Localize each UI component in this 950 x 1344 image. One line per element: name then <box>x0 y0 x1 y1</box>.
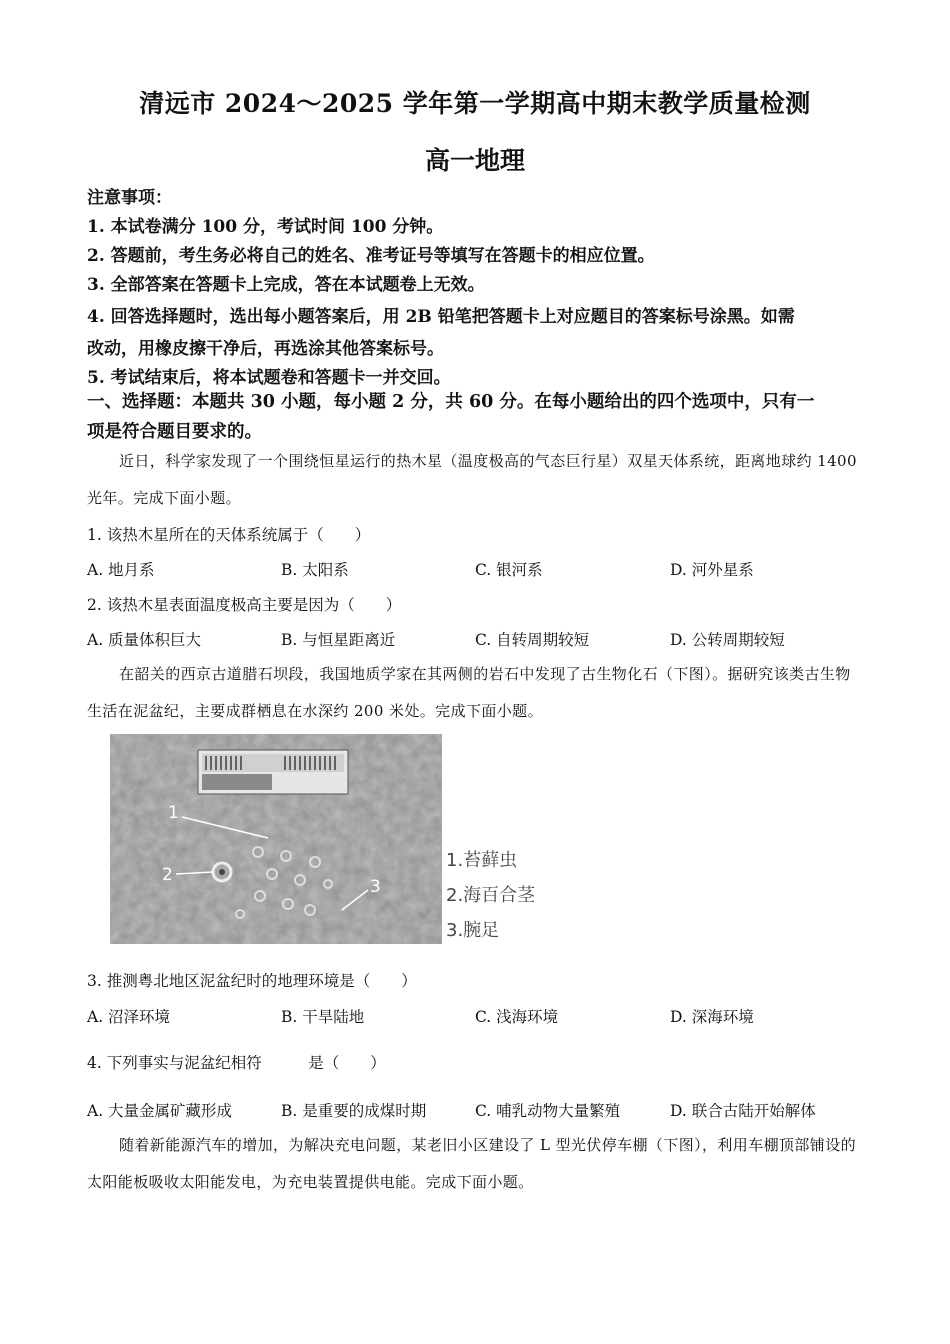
passage-2: 在韶关的西京古道腊石坝段，我国地质学家在其两侧的岩石中发现了古生物化石（下图）。据研究该类古生物生活在泥盆纪，主要成群栖息在水深约 200 米处。完成下面小题。 <box>87 665 851 720</box>
option-a: A. 地月系 <box>87 561 155 579</box>
fossil-legend-item: 1.苔藓虫 <box>446 850 518 871</box>
option-d: D. 联合古陆开始解体 <box>670 1102 816 1120</box>
notice-item: 4. 回答选择题时，选出每小题答案后，用 2B 铅笔把答题卡上对应题目的答案标号涂黑。如需 <box>87 307 795 327</box>
notice-item: 2. 答题前，考生务必将自己的姓名、准考证号等填写在答题卡的相应位置。 <box>87 246 655 266</box>
exam-subject: 高一地理 <box>424 146 525 175</box>
section-heading-line: 项是符合题目要求的。 <box>87 422 262 442</box>
fossil-photo-image <box>110 734 442 944</box>
notice-item: 1. 本试卷满分 100 分，考试时间 100 分钟。 <box>87 217 444 237</box>
fossil-marker-1: 1 <box>168 803 179 823</box>
notice-item: 5. 考试结束后，将本试题卷和答题卡一并交回。 <box>87 368 451 388</box>
option-c: C. 哺乳动物大量繁殖 <box>475 1102 621 1120</box>
section-heading <box>87 387 867 447</box>
question-2-stem: 2. 该热木星表面温度极高主要是因为（ ） <box>87 596 402 614</box>
notice-block <box>87 184 867 393</box>
fossil-legend-item: 3.腕足 <box>446 920 500 941</box>
option-a: A. 大量金属矿藏形成 <box>87 1102 233 1120</box>
question-1-stem: 1. 该热木星所在的天体系统属于（ ） <box>87 526 371 544</box>
notice-item: 3. 全部答案在答题卡上完成，答在本试题卷上无效。 <box>87 275 485 295</box>
notice-item: 改动，用橡皮擦干净后，再选涂其他答案标号。 <box>87 339 444 359</box>
option-b: B. 是重要的成煤时期 <box>281 1102 427 1120</box>
passage-3: 随着新能源汽车的增加，为解决充电问题，某老旧小区建设了 L 型光伏停车棚（下图），利用车棚顶部铺设的太阳能板吸收太阳能发电，为充电装置提供电能。完成下面小题。 <box>87 1136 857 1191</box>
option-c: C. 浅海环境 <box>475 1008 559 1026</box>
option-c: C. 自转周期较短 <box>475 631 590 649</box>
option-d: D. 河外星系 <box>670 561 754 579</box>
option-b: B. 干旱陆地 <box>281 1008 365 1026</box>
fossil-marker-3: 3 <box>370 877 381 897</box>
option-d: D. 深海环境 <box>670 1008 754 1026</box>
exam-title: 清远市 2024～2025 学年第一学期高中期末教学质量检测 <box>139 89 811 118</box>
question-4-stem: 4. 下列事实与泥盆纪相符 是（ ） <box>87 1054 386 1072</box>
fossil-photo <box>110 734 442 944</box>
option-b: B. 太阳系 <box>281 561 349 579</box>
passage-1: 近日，科学家发现了一个围绕恒星运行的热木星（温度极高的气态巨行星）双星天体系统，距离地球约 1400 光年。完成下面小题。 <box>87 452 857 507</box>
question-3-stem: 3. 推测粤北地区泥盆纪时的地理环境是（ ） <box>87 972 417 990</box>
scale-ruler <box>198 750 348 794</box>
option-b: B. 与恒星距离近 <box>281 631 396 649</box>
section-heading-line: 一、选择题：本题共 30 小题，每小题 2 分，共 60 分。在每小题给出的四个选项中，只有一 <box>87 392 815 412</box>
option-a: A. 质量体积巨大 <box>87 631 202 649</box>
option-c: C. 银河系 <box>475 561 543 579</box>
notice-heading: 注意事项： <box>87 188 172 208</box>
option-a: A. 沼泽环境 <box>87 1008 171 1026</box>
fossil-legend-item: 2.海百合茎 <box>446 885 536 906</box>
option-d: D. 公转周期较短 <box>670 631 785 649</box>
fossil-legend <box>446 843 535 948</box>
fossil-marker-2: 2 <box>162 865 173 885</box>
